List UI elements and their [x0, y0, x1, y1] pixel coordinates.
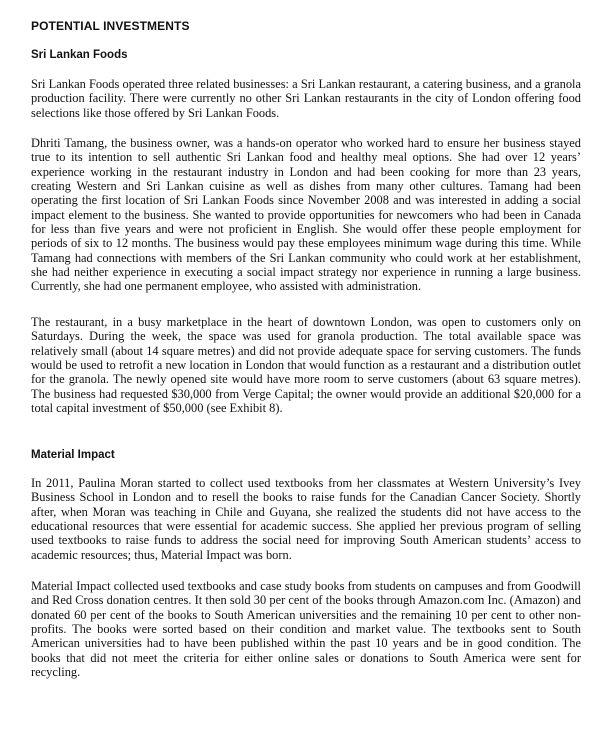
paragraph-material-impact-operations: Material Impact collected used textbooks and case study books from students on campuses and from Goodwill and Red Cross donation centres. It then sold 30 per cent of the books through Amazon.com Inc. (Amazon) and donated 60 per cent of the books to South American universities and the remaining 10 per cent to other non-profits. The books were sorted based on their condition and market value. The textbooks sent to South American universities had to have been published within the past 10 years and be in good condition. The books that did not meet the criteria for either online sales or donations to South America were sent for recycling. [31, 579, 581, 680]
section-title: POTENTIAL INVESTMENTS [31, 19, 190, 33]
paragraph-material-impact-origin: In 2011, Paulina Moran started to collect used textbooks from her classmates at Western University’s Ivey Business School in London and to resell the books to raise funds for the Canadian Cancer Society. Shortly after, when Moran was teaching in Chile and Guyana, she realized the students did not have access to the educational resources that were essential for academic success. She applied her previous program of selling used textbooks to raise funds to address the social need for improving South American students’ access to academic resources; thus, Material Impact was born. [31, 476, 581, 562]
paragraph-sri-lankan-foods-overview: Sri Lankan Foods operated three related businesses: a Sri Lankan restaurant, a catering business, and a granola production facility. There were currently no other Sri Lankan restaurants in the city of London offering food selections like those offered by Sri Lankan Foods. [31, 77, 581, 120]
subsection-heading-sri-lankan-foods: Sri Lankan Foods [31, 49, 128, 61]
subsection-heading-material-impact: Material Impact [31, 449, 115, 461]
paragraph-sri-lankan-foods-restaurant: The restaurant, in a busy marketplace in the heart of downtown London, was open to customers only on Saturdays. During the week, the space was used for granola production. The total available space was relatively small (about 14 square metres) and did not provide adequate space for serving customers. The funds would be used to retrofit a new location in London that would function as a restaurant and a distribution outlet for the granola. The newly opened site would have more room to serve customers (about 63 square metres). The business had requested $30,000 from Verge Capital; the owner would provide an additional $20,000 for a total capital investment of $50,000 (see Exhibit 8). [31, 315, 581, 416]
paragraph-sri-lankan-foods-owner: Dhriti Tamang, the business owner, was a hands-on operator who worked hard to ensure her business stayed true to its intention to sell authentic Sri Lankan food and healthy meal options. She had over 12 years’ experience working in the restaurant industry in London and had been cooking for more than 23 years, creating Western and Sri Lankan cuisine as well as dishes from many other cultures. Tamang had been operating the first location of Sri Lankan Foods since November 2008 and was interested in adding a social impact element to the business. She wanted to provide opportunities for newcomers who had been in Canada for less than five years and were not proficient in English. She would offer these people employment for periods of six to 12 months. The business would pay these employees minimum wage during this time. While Tamang had connections with members of the Sri Lankan community who could work at her establishment, she had neither experience in executing a social impact strategy nor experience in running a large business. Currently, she had one permanent employee, who assisted with administration. [31, 136, 581, 294]
